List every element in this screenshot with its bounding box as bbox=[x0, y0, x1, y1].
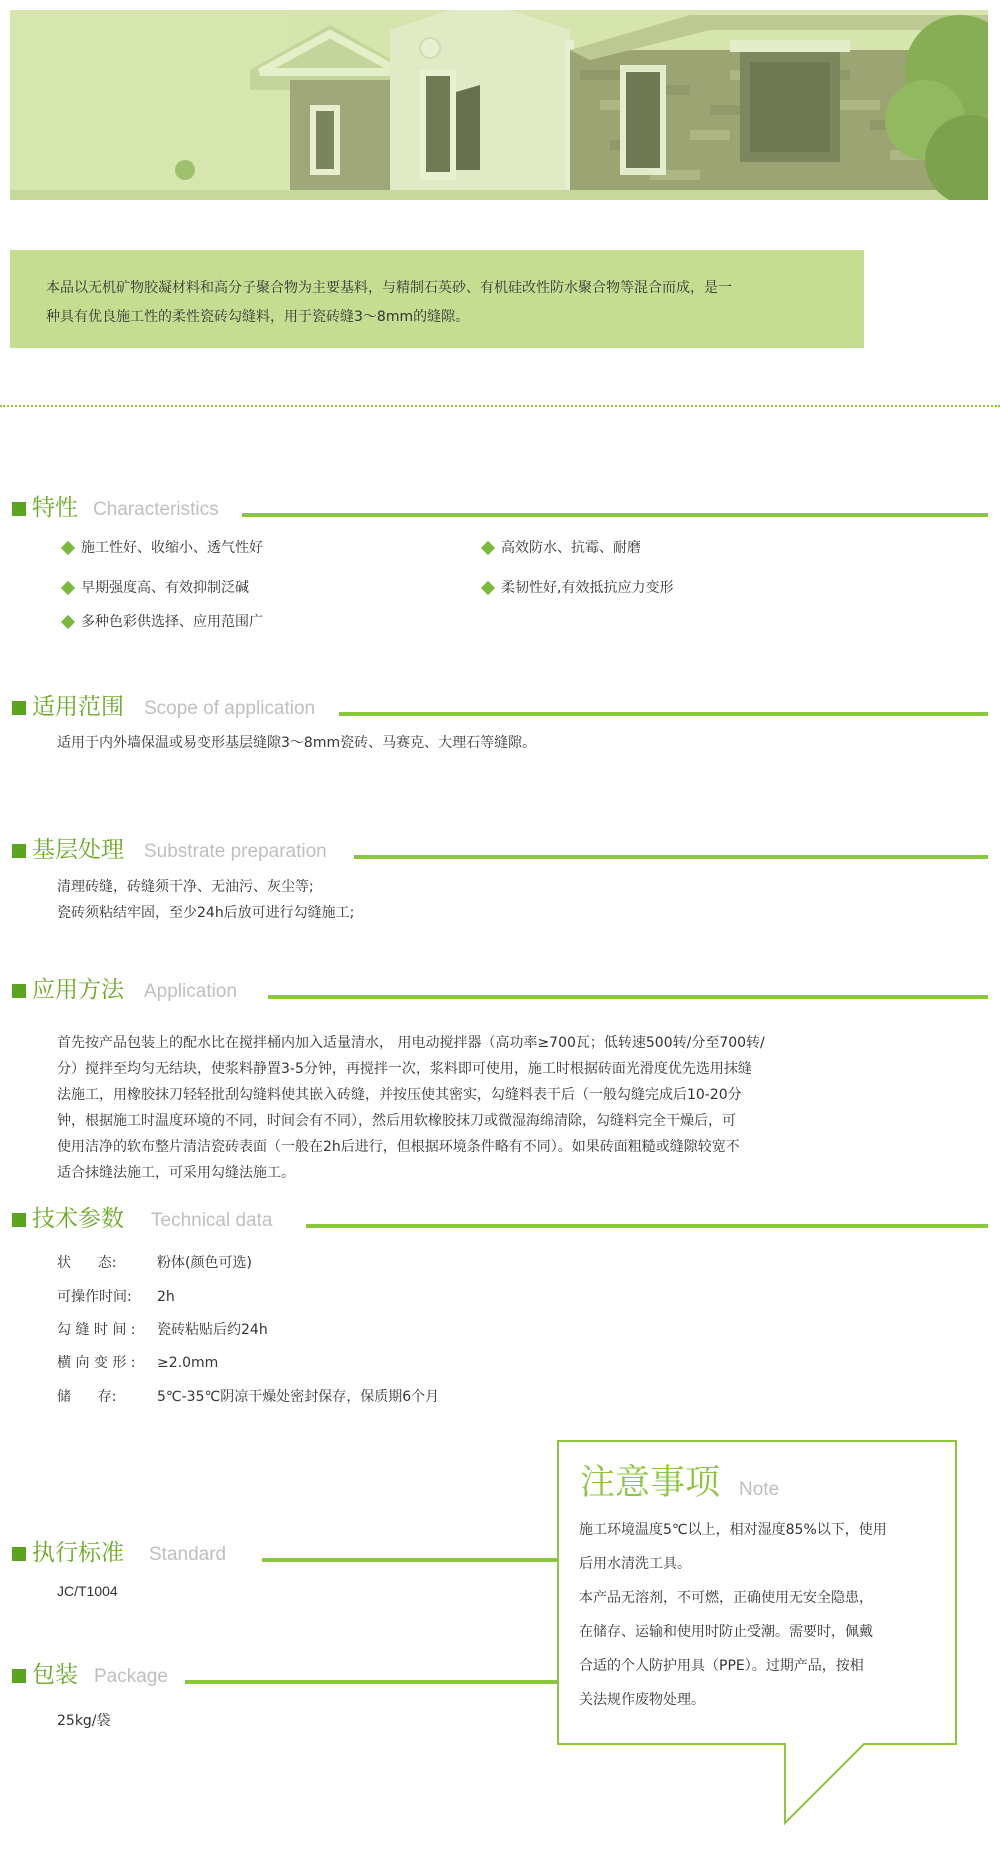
note-line: 本产品无溶剂，不可燃，正确使用无安全隐患， bbox=[579, 1590, 873, 1606]
substrate-title-en: Substrate preparation bbox=[144, 841, 327, 862]
characteristics-title-en: Characteristics bbox=[93, 499, 219, 520]
tech-value: 粉体(颜色可选) bbox=[157, 1255, 252, 1271]
substrate-title: 基层处理 bbox=[32, 837, 124, 863]
note-title: 注意事项 bbox=[580, 1463, 721, 1503]
section-rule bbox=[339, 712, 988, 716]
note-line: 后用水清洗工具。 bbox=[579, 1556, 691, 1572]
application-title: 应用方法 bbox=[32, 977, 124, 1003]
section-marker bbox=[12, 1547, 26, 1561]
substrate-line: 瓷砖须粘结牢固，至少24h后放可进行勾缝施工; bbox=[57, 905, 355, 921]
scope-text: 适用于内外墙保温或易变形基层缝隙3～8mm瓷砖、马赛克、大理石等缝隙。 bbox=[57, 735, 537, 751]
technical-title-en: Technical data bbox=[151, 1210, 273, 1231]
section-marker bbox=[12, 984, 26, 998]
intro-box bbox=[10, 250, 864, 348]
application-line: 法施工，用橡胶抹刀轻轻批刮勾缝料使其嵌入砖缝，并按压使其密实，勾缝料表干后（一般勾缝完成后10-20分 bbox=[57, 1087, 742, 1103]
bullet-diamond-icon bbox=[61, 615, 75, 629]
application-line: 适合抹缝法施工，可采用勾缝法施工。 bbox=[57, 1165, 295, 1181]
section-marker bbox=[12, 1669, 26, 1683]
tech-value: 5℃-35℃阴凉干燥处密封保存，保质期6个月 bbox=[157, 1389, 440, 1405]
section-rule bbox=[306, 1224, 988, 1228]
standard-title: 执行标准 bbox=[32, 1540, 124, 1566]
hero-house-image bbox=[10, 10, 988, 200]
note-line: 在储存、运输和使用时防止受潮。需要时，佩戴 bbox=[579, 1624, 873, 1640]
application-line: 钟，根据施工时温度环境的不同，时间会有不同），然后用软橡胶抹刀或微湿海绵清除，勾缝料完全干燥后，可 bbox=[57, 1113, 736, 1129]
package-title-en: Package bbox=[94, 1666, 168, 1687]
intro-line-1: 本品以无机矿物胶凝材料和高分子聚合物为主要基料，与精制石英砂、有机硅改性防水聚合物等混合而成，是一 bbox=[46, 280, 732, 296]
characteristic-item: 柔韧性好,有效抵抗应力变形 bbox=[501, 580, 674, 596]
characteristic-item: 多种色彩供选择、应用范围广 bbox=[81, 614, 263, 630]
application-line: 使用洁净的软布整片清洁瓷砖表面（一般在2h后进行，但根据环境条件略有不同）。如果砖面粗糙或缝隙较宽不 bbox=[57, 1139, 740, 1155]
standard-title-en: Standard bbox=[149, 1544, 227, 1565]
substrate-line: 清理砖缝，砖缝须干净、无油污、灰尘等; bbox=[57, 879, 314, 895]
bullet-diamond-icon bbox=[61, 541, 75, 555]
scope-title-en: Scope of application bbox=[144, 698, 316, 719]
note-line: 合适的个人防护用具（PPE）。过期产品，按相 bbox=[579, 1658, 864, 1674]
tech-label: 状 态: bbox=[57, 1255, 117, 1271]
tech-label: 可操作时间: bbox=[57, 1289, 132, 1305]
dotted-divider bbox=[0, 405, 1000, 407]
note-title-en: Note bbox=[739, 1479, 780, 1500]
section-rule bbox=[354, 855, 988, 859]
tech-value: ≥2.0mm bbox=[157, 1355, 219, 1371]
package-title: 包装 bbox=[32, 1662, 78, 1688]
bullet-diamond-icon bbox=[481, 541, 495, 555]
section-marker bbox=[12, 502, 26, 516]
technical-title: 技术参数 bbox=[32, 1206, 124, 1232]
tech-value: 瓷砖粘贴后约24h bbox=[157, 1322, 268, 1338]
section-marker bbox=[12, 1213, 26, 1227]
tech-label: 储 存: bbox=[57, 1389, 117, 1405]
characteristic-item: 早期强度高、有效抑制泛碱 bbox=[81, 580, 249, 596]
intro-text bbox=[46, 274, 846, 332]
characteristic-item: 施工性好、收缩小、透气性好 bbox=[81, 540, 263, 556]
characteristics-title: 特性 bbox=[32, 495, 78, 521]
tech-label: 横 向 变 形 : bbox=[57, 1355, 136, 1371]
application-line: 分）搅拌至均匀无结块，使浆料静置3-5分钟，再搅拌一次，浆料即可使用，施工时根据砖面光滑度优先选用抹缝 bbox=[57, 1061, 752, 1077]
application-line: 首先按产品包装上的配水比在搅拌桶内加入适量清水， 用电动搅拌器（高功率≥700瓦；低转速500转/分至700转/ bbox=[57, 1035, 765, 1051]
note-line: 关法规作废物处理。 bbox=[579, 1692, 705, 1708]
standard-text: JC/T1004 bbox=[57, 1583, 118, 1599]
section-rule bbox=[262, 1558, 562, 1562]
intro-line-2: 种具有优良施工性的柔性瓷砖勾缝料，用于瓷砖缝3～8mm的缝隙。 bbox=[46, 309, 470, 325]
section-rule bbox=[268, 995, 988, 999]
scope-title: 适用范围 bbox=[32, 694, 124, 720]
note-body bbox=[579, 1513, 887, 1717]
bullet-diamond-icon bbox=[481, 581, 495, 595]
tech-label: 勾 缝 时 间 : bbox=[57, 1322, 136, 1338]
note-line: 施工环境温度5℃以上，相对湿度85%以下，使用 bbox=[579, 1522, 887, 1538]
section-rule bbox=[242, 513, 988, 517]
section-rule bbox=[185, 1680, 562, 1684]
tech-value: 2h bbox=[157, 1289, 175, 1305]
package-text: 25kg/袋 bbox=[57, 1713, 111, 1729]
section-marker bbox=[12, 701, 26, 715]
characteristic-item: 高效防水、抗霉、耐磨 bbox=[501, 540, 641, 556]
bullet-diamond-icon bbox=[61, 581, 75, 595]
application-title-en: Application bbox=[144, 981, 237, 1002]
section-marker bbox=[12, 844, 26, 858]
